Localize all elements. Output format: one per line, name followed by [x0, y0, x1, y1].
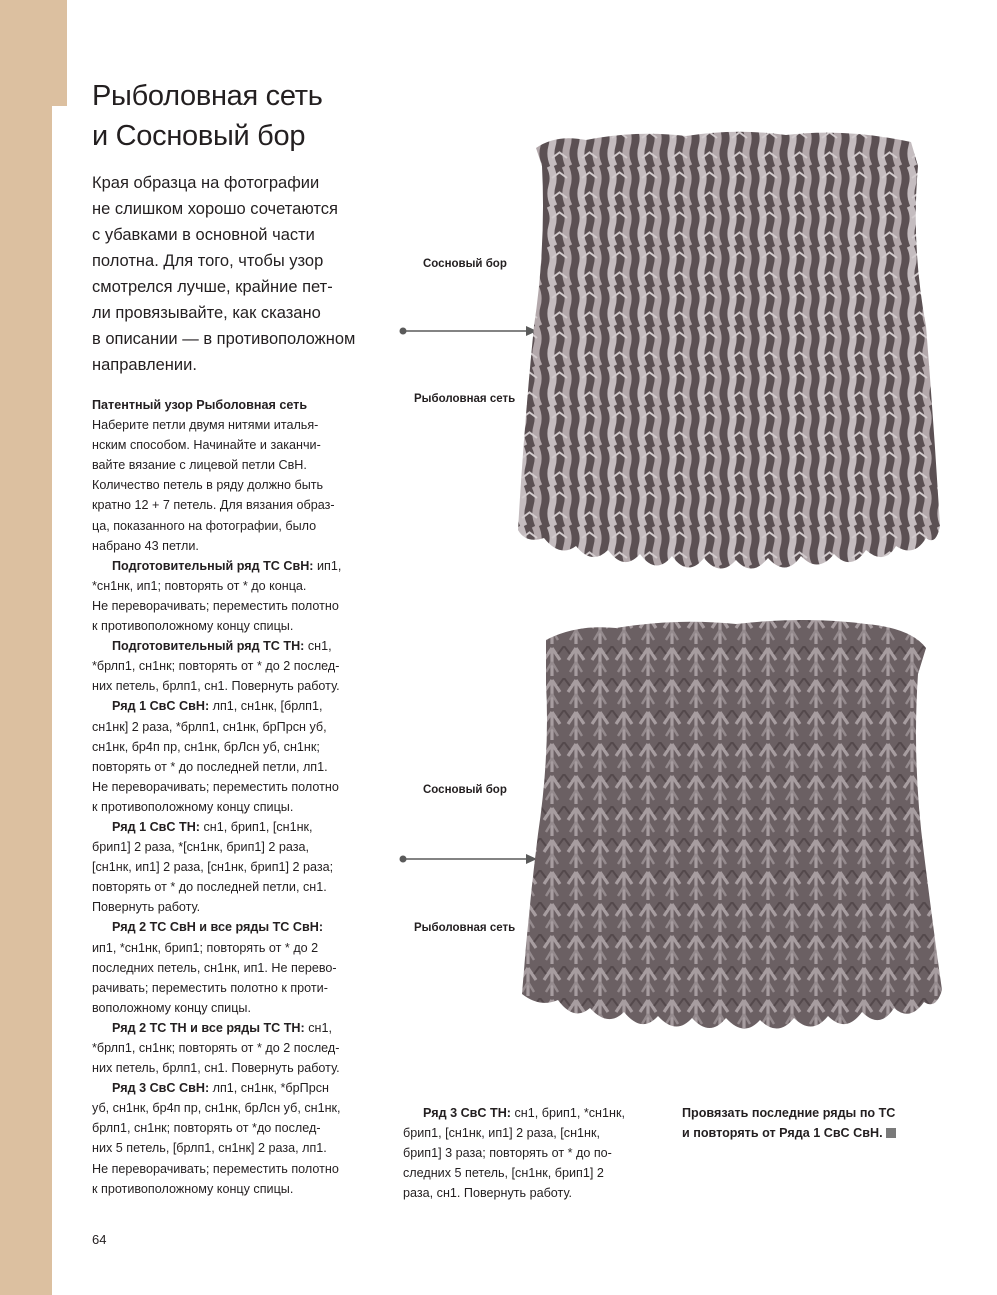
- step-row1-svs-svn: Ряд 1 СвС СвН: лп1, сн1нк, [брлп1,: [112, 699, 323, 714]
- final-line: и повторять от Ряда 1 СвС СвН.: [682, 1123, 942, 1143]
- step-line: рачивать; переместить полотно к проти-: [92, 980, 328, 995]
- label-pine-forest-top: Сосновый бор: [423, 258, 507, 270]
- step-line: сн1нк] 2 раза, *брлп1, сн1нк, брПрсн уб,: [92, 719, 327, 734]
- step-line: сн1нк, бр4п пр, сн1нк, брЛсн уб, сн1нк;: [92, 739, 320, 754]
- step-row2-ts-svn: Ряд 2 ТС СвН и все ряды ТС СвН:: [112, 920, 324, 935]
- step-line: Не переворачивать; переместить полотно: [92, 1161, 339, 1176]
- step-line: Повернуть работу.: [92, 900, 201, 915]
- step-line: следних 5 петель, [сн1нк, брип1] 2: [403, 1166, 604, 1181]
- step-line: брип1, [сн1нк, ип1] 2 раза, [сн1нк,: [403, 1126, 601, 1141]
- final-instruction: [682, 1103, 942, 1143]
- intro-line: полотна. Для того, чтобы узор: [92, 252, 324, 270]
- pattern-intro-line: вайте вязание с лицевой петли СвН.: [92, 458, 307, 473]
- page-title: [92, 76, 412, 156]
- step-line: Не переворачивать; переместить полотно: [92, 779, 339, 794]
- end-square-icon: [886, 1128, 896, 1138]
- knit-swatch-fishing-net: [516, 126, 944, 590]
- step-line: раза, сн1. Повернуть работу.: [403, 1186, 572, 1201]
- pattern-intro-line: Количество петель в ряду должно быть: [92, 478, 324, 493]
- label-pine-forest-bottom: Сосновый бор: [423, 784, 507, 796]
- intro-line: смотрелся лучше, крайние пет-: [92, 278, 333, 296]
- step-line: воположному концу спицы.: [92, 1000, 251, 1015]
- pattern-heading: Патентный узор Рыболовная сеть: [92, 398, 308, 412]
- step-row2-ts-tn: Ряд 2 ТС ТН и все ряды ТС ТН: сн1,: [112, 1020, 332, 1035]
- step-line: к противоположному концу спицы.: [92, 799, 294, 814]
- intro-paragraph: [92, 170, 392, 378]
- step-line: *брлп1, сн1нк; повторять от * до 2 послед-: [92, 1041, 340, 1055]
- step-row3-svs-tn: Ряд 3 СвС ТН: сн1, брип1, *сн1нк,: [423, 1106, 625, 1120]
- step-line: брип1] 2 раза, *[сн1нк, брип1] 2 раза,: [92, 840, 310, 855]
- pattern-instructions: [92, 395, 392, 1199]
- step-line: к противоположному концу спицы.: [92, 619, 294, 634]
- step-line: брип1] 3 раза; повторять от * до по-: [403, 1146, 612, 1161]
- intro-line: в описании — в противоположном: [92, 330, 356, 348]
- pattern-intro-line: кратно 12 + 7 петель. Для вязания образ-: [92, 498, 335, 513]
- pattern-intro-line: ца, показанного на фотографии, было: [92, 518, 317, 533]
- sidebar-notch: [52, 106, 67, 1295]
- intro-line: не слишком хорошо сочетаются: [92, 200, 338, 218]
- page-number: 64: [92, 1232, 107, 1247]
- step-row3-svs-svn: Ряд 3 СвС СвН: лп1, сн1нк, *брПрсн: [112, 1081, 329, 1096]
- intro-line: направлении.: [92, 356, 197, 374]
- step-line: Не переворачивать; переместить полотно: [92, 598, 339, 613]
- step-row1-svs-tn: Ряд 1 СвС ТН: сн1, брип1, [сн1нк,: [112, 819, 313, 834]
- step-prep-ts-tn: Подготовительный ряд ТС ТН: сн1,: [112, 639, 332, 654]
- pattern-intro-line: нским способом. Начинайте и заканчи-: [92, 438, 321, 453]
- intro-line: с убавками в основной части: [92, 226, 315, 244]
- step-line: последних петель, сн1нк, ип1. Не перево-: [92, 960, 337, 975]
- final-line: Провязать последние ряды по ТС: [682, 1106, 896, 1120]
- step-line: них 5 петель, [брлп1, сн1нк] 2 раза, лп1.: [92, 1141, 327, 1156]
- step-line: повторять от * до последней петли, лп1.: [92, 759, 328, 774]
- step-line: повторять от * до последней петли, сн1.: [92, 880, 327, 895]
- step-line: ип1, *сн1нк, брип1; повторять от * до 2: [92, 940, 319, 955]
- step-line: *брлп1, сн1нк; повторять от * до 2 послед-: [92, 659, 340, 674]
- pattern-intro-line: набрано 43 петли.: [92, 538, 199, 553]
- label-fishing-net-top: Рыболовная сеть: [414, 393, 516, 405]
- title-line-2: и Сосновый бор: [92, 120, 306, 152]
- step-prep-ts-svn: Подготовительный ряд ТС СвН: ип1,: [112, 558, 342, 573]
- title-line-1: Рыболовная сеть: [92, 80, 323, 112]
- intro-line: ли провязывайте, как сказано: [92, 304, 321, 322]
- step-line: брлп1, сн1нк; повторять от *до послед-: [92, 1121, 321, 1136]
- step-line: к противоположному концу спицы.: [92, 1181, 294, 1196]
- step-line: них петель, брлп1, сн1. Повернуть работу.: [92, 1061, 340, 1076]
- step-line: уб, сн1нк, бр4п пр, сн1нк, брЛсн уб, сн1нк,: [92, 1101, 341, 1116]
- intro-line: Края образца на фотографии: [92, 174, 320, 192]
- step-line: [сн1нк, ип1] 2 раза, [сн1нк, брип1] 2 раза;: [92, 860, 334, 875]
- knit-swatch-pine-forest: [516, 614, 944, 1046]
- label-fishing-net-bottom: Рыболовная сеть: [414, 922, 516, 934]
- step-line: них петель, брлп1, сн1. Повернуть работу.: [92, 679, 340, 694]
- step-line: *сн1нк, ип1; повторять от * до конца.: [92, 578, 307, 593]
- row3-svs-tn-column: [403, 1103, 653, 1203]
- pattern-intro-line: Наберите петли двумя нитями италья-: [92, 418, 319, 433]
